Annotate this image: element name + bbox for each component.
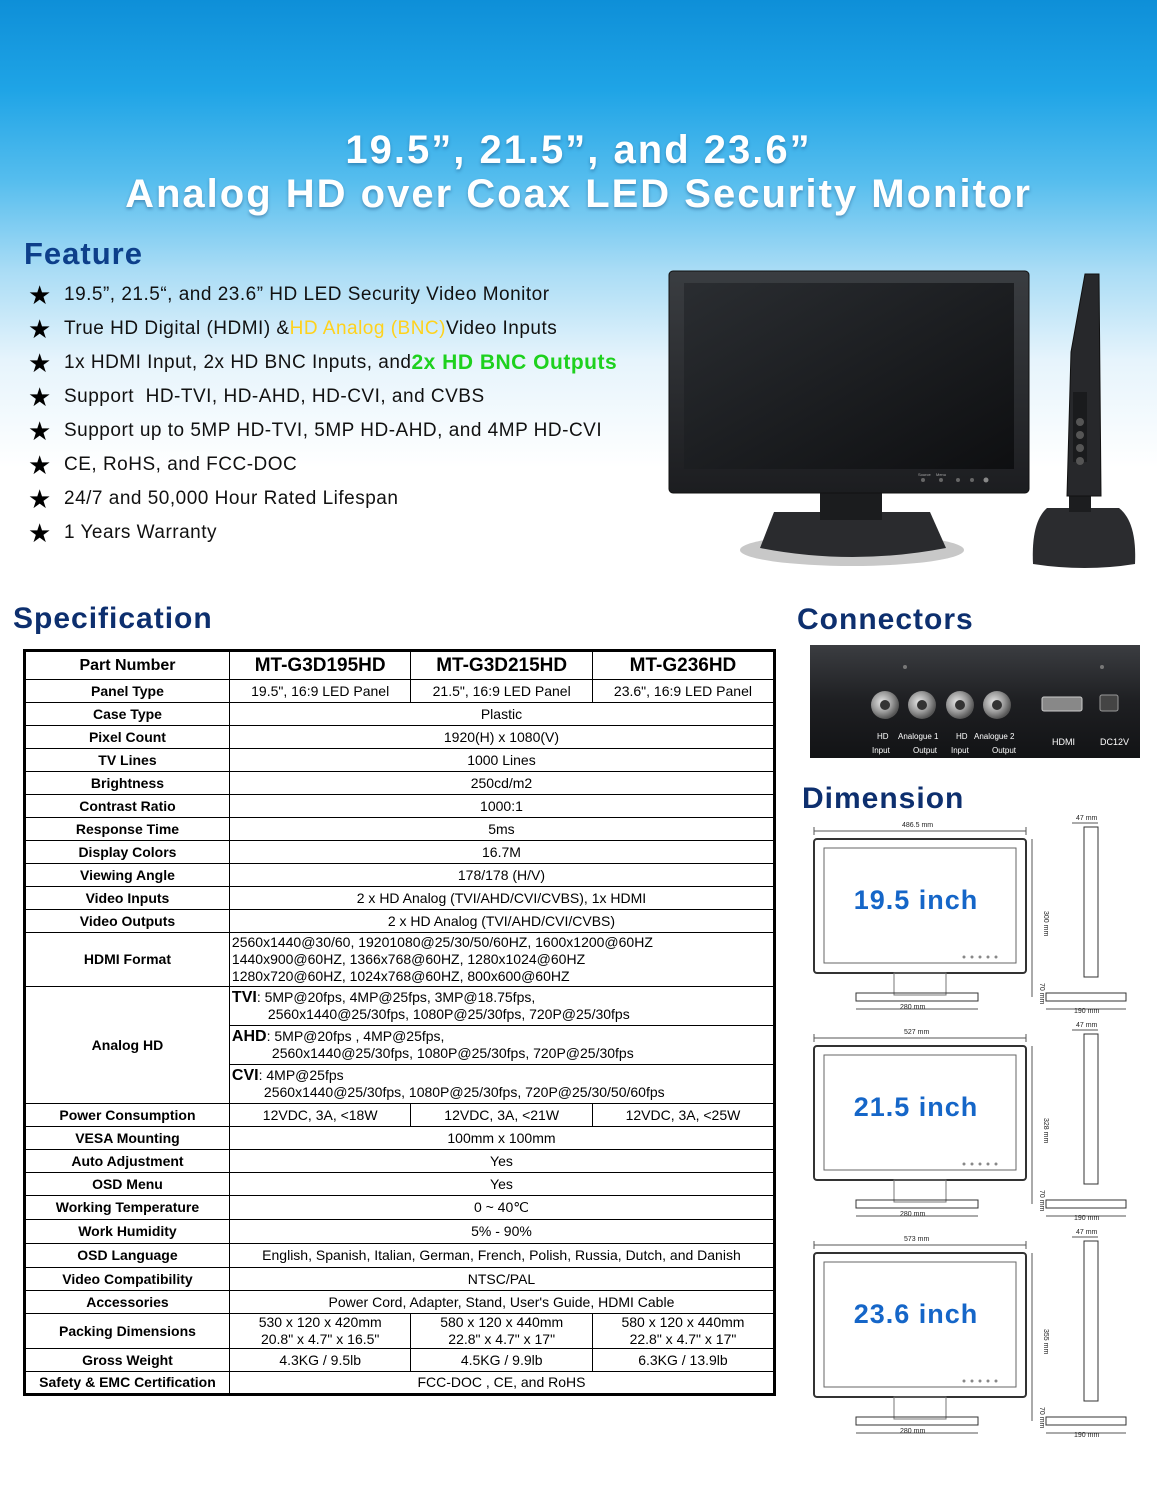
feature-item: ★ True HD Digital (HDMI) & HD Analog (BNC) Video Inputs bbox=[28, 313, 558, 344]
dimension-heading: Dimension bbox=[802, 782, 965, 815]
dimension-label: 19.5 inch bbox=[853, 885, 979, 915]
table-row: Analog HD TVI: 5MP@20fps, 4MP@25fps, 3MP@18.75fps, 2560x1440@25/30fps, 1080P@25/30fps, 720P@25/30fps AHD: 5MP@20fps , 4MP@25fps, 2560x1440@25/30fps, 1080P@25/30fps, 720P@25/30fps CVI: 4MP@25fps 2560x1440@25/30fps, 1080P@25/30fps, 720P@25/30/50/60fps bbox=[25, 987, 775, 1104]
analog-tvi: TVI: 5MP@20fps, 4MP@25fps, 3MP@18.75fps, 2560x1440@25/30fps, 1080P@25/30fps, 720P@25/30fps bbox=[230, 987, 773, 1026]
table-row: OSD Menu Yes bbox=[25, 1173, 775, 1196]
feature-item: ★ 1x HDMI Input, 2x HD BNC Inputs, and 2x HD BNC Outputs bbox=[28, 347, 618, 378]
table-row: Safety & EMC Certification FCC-DOC , CE, and RoHS bbox=[25, 1372, 775, 1395]
table-row: Contrast Ratio 1000:1 bbox=[25, 795, 775, 818]
hdmi-port-icon bbox=[1042, 697, 1082, 711]
svg-text:486.5 mm: 486.5 mm bbox=[902, 822, 934, 829]
menu-button-label: Menu bbox=[936, 472, 947, 477]
star-icon: ★ bbox=[28, 313, 52, 344]
feature-item: ★ Support up to 5MP HD-TVI, 5MP HD-AHD, and 4MP HD-CVI bbox=[28, 415, 603, 446]
table-row: Pixel Count 1920(H) x 1080(V) bbox=[25, 726, 775, 749]
feature-heading: Feature bbox=[24, 236, 143, 271]
svg-text:70 mm: 70 mm bbox=[1038, 1407, 1045, 1429]
table-row: Power Consumption 12VDC, 3A, <18W 12VDC, 3A, <21W 12VDC, 3A, <25W bbox=[25, 1104, 775, 1127]
feature-highlight: 2x HD BNC Outputs bbox=[411, 351, 618, 374]
bnc-connector-icon bbox=[871, 691, 899, 719]
dimension-label: 21.5 inch bbox=[853, 1092, 979, 1122]
svg-text:70 mm: 70 mm bbox=[1038, 1190, 1045, 1212]
table-header-row: Part Number MT-G3D195HD MT-G3D215HD MT-G236HD bbox=[25, 651, 775, 680]
page-title-line1: 19.5”, 21.5”, and 23.6” bbox=[345, 128, 812, 172]
specification-table bbox=[23, 649, 776, 1396]
svg-text:527 mm: 527 mm bbox=[904, 1029, 930, 1036]
analog-ahd: AHD: 5MP@20fps , 4MP@25fps, 2560x1440@25/30fps, 1080P@25/30fps, 720P@25/30fps bbox=[230, 1026, 773, 1065]
table-row: Display Colors 16.7M bbox=[25, 841, 775, 864]
svg-text:300 mm: 300 mm bbox=[1042, 911, 1049, 937]
table-row: Viewing Angle 178/178 (H/V) bbox=[25, 864, 775, 887]
feature-list bbox=[28, 278, 617, 550]
svg-text:HD: HD bbox=[956, 732, 968, 741]
dimension-drawing bbox=[806, 1229, 1132, 1439]
table-row: Panel Type 19.5", 16:9 LED Panel 21.5", 16:9 LED Panel 23.6", 16:9 LED Panel bbox=[25, 680, 775, 703]
dimension-panel-23 bbox=[806, 1229, 1132, 1439]
table-row: TV Lines 1000 Lines bbox=[25, 749, 775, 772]
svg-text:47 mm: 47 mm bbox=[1076, 1022, 1098, 1029]
table-row: OSD Language English, Spanish, Italian, German, French, Polish, Russia, Dutch, and Danish bbox=[25, 1244, 775, 1268]
feature-item: ★ Support HD-TVI, HD-AHD, HD-CVI, and CVBS bbox=[28, 381, 485, 412]
table-row: Gross Weight 4.3KG / 9.5lb 4.5KG / 9.9lb 6.3KG / 13.9lb bbox=[25, 1349, 775, 1372]
svg-text:HD: HD bbox=[877, 732, 889, 741]
svg-text:HDMI: HDMI bbox=[1052, 737, 1075, 747]
svg-text:280 mm: 280 mm bbox=[900, 1428, 926, 1435]
svg-text:Analogue 1: Analogue 1 bbox=[898, 732, 939, 741]
feature-highlight: HD Analog (BNC) bbox=[289, 318, 446, 339]
svg-text:Output: Output bbox=[992, 746, 1017, 755]
star-icon: ★ bbox=[28, 449, 52, 480]
bnc-connector-icon bbox=[946, 691, 974, 719]
svg-text:190 mm: 190 mm bbox=[1074, 1432, 1100, 1439]
table-row: VESA Mounting 100mm x 100mm bbox=[25, 1127, 775, 1150]
dimension-panel-21 bbox=[806, 1022, 1132, 1222]
monitor-front-image bbox=[668, 270, 1030, 570]
svg-text:47 mm: 47 mm bbox=[1076, 815, 1098, 822]
feature-item: ★ 24/7 and 50,000 Hour Rated Lifespan bbox=[28, 483, 399, 514]
table-row: Brightness 250cd/m2 bbox=[25, 772, 775, 795]
star-icon: ★ bbox=[28, 279, 52, 310]
dimension-panel-19 bbox=[806, 815, 1132, 1015]
table-row: HDMI Format 2560x1440@30/60, 19201080@25/30/50/60HZ, 1600x1200@60HZ 1440x900@60HZ, 1366x768@60HZ, 1280x1024@60HZ 1280x720@60HZ, 1024x768@60HZ, 800x600@60HZ bbox=[25, 933, 775, 987]
svg-text:Analogue 2: Analogue 2 bbox=[974, 732, 1015, 741]
star-icon: ★ bbox=[28, 415, 52, 446]
svg-text:Input: Input bbox=[951, 746, 969, 755]
connectors-heading: Connectors bbox=[797, 603, 974, 636]
svg-text:355 mm: 355 mm bbox=[1042, 1329, 1049, 1355]
connectors-panel-image bbox=[810, 645, 1140, 758]
svg-text:280 mm: 280 mm bbox=[900, 1004, 926, 1011]
source-button-label: Source bbox=[918, 472, 931, 477]
svg-text:573 mm: 573 mm bbox=[904, 1236, 930, 1243]
dc-port-icon bbox=[1100, 695, 1118, 711]
table-row: Video Inputs 2 x HD Analog (TVI/AHD/CVI/CVBS), 1x HDMI bbox=[25, 887, 775, 910]
table-row: Video Outputs 2 x HD Analog (TVI/AHD/CVI/CVBS) bbox=[25, 910, 775, 933]
page-title-line2: Analog HD over Coax LED Security Monitor bbox=[125, 172, 1032, 216]
svg-text:Output: Output bbox=[913, 746, 938, 755]
dimension-label: 23.6 inch bbox=[853, 1299, 979, 1329]
svg-text:190 mm: 190 mm bbox=[1074, 1215, 1100, 1222]
svg-text:70 mm: 70 mm bbox=[1038, 983, 1045, 1005]
table-row: Work Humidity 5% - 90% bbox=[25, 1220, 775, 1244]
bnc-connector-icon bbox=[983, 691, 1011, 719]
table-row: Working Temperature 0 ~ 40℃ bbox=[25, 1196, 775, 1220]
monitor-side-image bbox=[1025, 272, 1145, 572]
bnc-connector-icon bbox=[908, 691, 936, 719]
table-row: Response Time 5ms bbox=[25, 818, 775, 841]
feature-item: ★ 19.5”, 21.5“, and 23.6” HD LED Security Video Monitor bbox=[28, 279, 550, 310]
svg-text:280 mm: 280 mm bbox=[900, 1211, 926, 1218]
star-icon: ★ bbox=[28, 517, 52, 548]
star-icon: ★ bbox=[28, 381, 52, 412]
feature-item: ★ CE, RoHS, and FCC-DOC bbox=[28, 449, 298, 480]
table-row: Case Type Plastic bbox=[25, 703, 775, 726]
svg-text:328 mm: 328 mm bbox=[1042, 1118, 1049, 1144]
svg-text:DC12V: DC12V bbox=[1100, 737, 1130, 747]
star-icon: ★ bbox=[28, 347, 52, 378]
table-row: Video Compatibility NTSC/PAL bbox=[25, 1268, 775, 1291]
svg-text:190 mm: 190 mm bbox=[1074, 1008, 1100, 1015]
star-icon: ★ bbox=[28, 483, 52, 514]
analog-cvi: CVI: 4MP@25fps 2560x1440@25/30fps, 1080P@25/30fps, 720P@25/30/50/60fps bbox=[231, 1067, 665, 1100]
specification-heading: Specification bbox=[13, 602, 213, 635]
feature-item: ★ 1 Years Warranty bbox=[28, 517, 218, 548]
table-row: Packing Dimensions 530 x 120 x 420mm 20.8" x 4.7" x 16.5" 580 x 120 x 440mm 22.8" x 4.7" x 17" 580 x 120 x 440mm 22.8" x 4.7" x 17" bbox=[25, 1314, 775, 1349]
table-row: Accessories Power Cord, Adapter, Stand, User's Guide, HDMI Cable bbox=[25, 1291, 775, 1314]
svg-text:47 mm: 47 mm bbox=[1076, 1229, 1098, 1236]
svg-text:Input: Input bbox=[872, 746, 890, 755]
table-row: Auto Adjustment Yes bbox=[25, 1150, 775, 1173]
